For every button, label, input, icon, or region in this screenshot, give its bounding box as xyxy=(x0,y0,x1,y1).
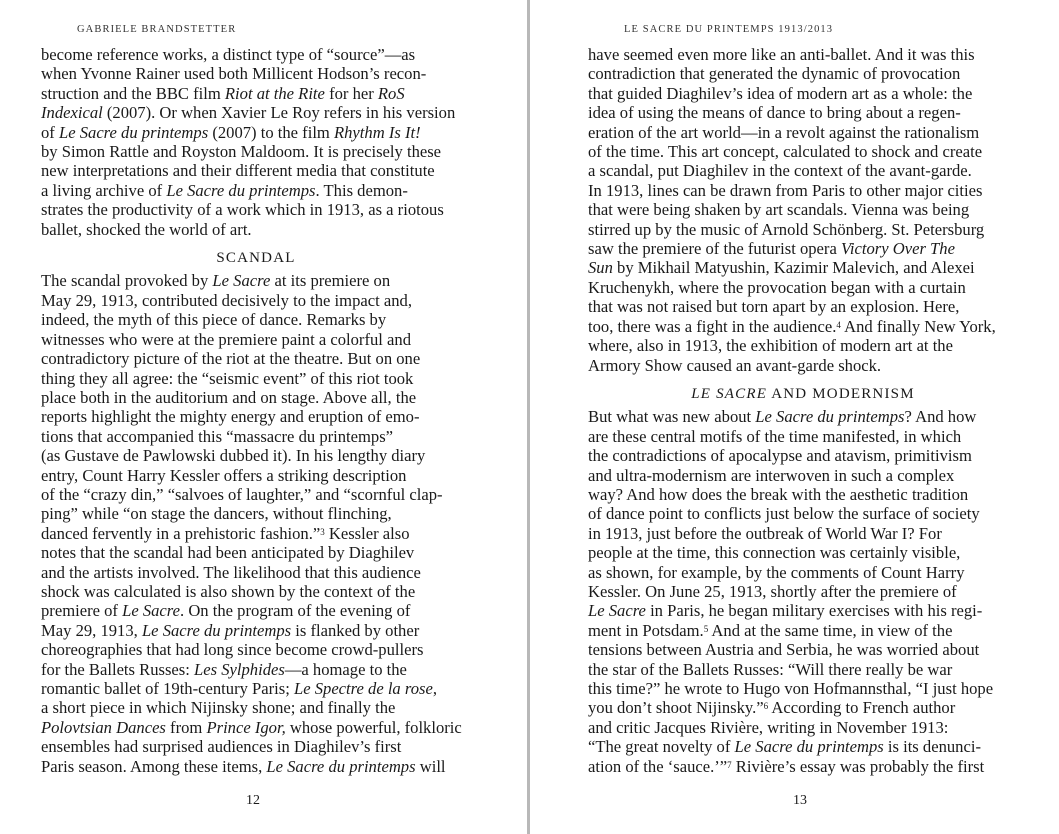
text-line xyxy=(588,64,1018,83)
text-run: people at the time, this connection was certainly visible, xyxy=(588,543,961,563)
text-run: —a homage to the xyxy=(284,659,407,679)
italic-text: Le Sacre xyxy=(122,601,181,621)
text-run: (2007) to the film xyxy=(208,122,334,142)
text-run: of the time. This art concept, calculated to shock and create xyxy=(588,142,983,162)
text-run: and the artists involved. The likelihood that this audience xyxy=(41,562,421,582)
text-line xyxy=(588,621,1018,640)
text-run: you don’t shoot Nijinsky.” xyxy=(588,698,764,718)
text-run: (as Gustave de Pawlowski dubbed it). In his lengthy diary xyxy=(41,446,426,466)
left-page xyxy=(0,0,527,834)
text-line xyxy=(588,446,1018,465)
text-line xyxy=(588,524,1018,543)
italic-text: Les Sylphides xyxy=(194,659,285,679)
text-run: ensembles had surprised audiences in Diaghilev’s first xyxy=(41,737,402,757)
footnote-ref: 5 xyxy=(703,623,709,634)
text-run: In 1913, lines can be drawn from Paris to other major cities xyxy=(588,180,983,200)
heading-rest: AND MODERNISM xyxy=(767,385,915,402)
text-run: this time?” he wrote to Hugo von Hofmannsthal, “I just hope xyxy=(588,679,994,698)
text-run: of dance point to conflicts just below the surface of society xyxy=(588,504,980,524)
text-run: ? And how xyxy=(904,407,977,427)
text-line xyxy=(588,563,1018,582)
text-run: And at the same time, in view of the xyxy=(708,620,953,640)
text-line xyxy=(588,718,1018,737)
text-line xyxy=(41,543,471,562)
text-run: ping” while “on stage the dancers, without flinching, xyxy=(41,504,392,524)
text-line xyxy=(588,200,1018,219)
page-number: 13 xyxy=(793,793,807,808)
text-line xyxy=(41,271,471,290)
italic-text: Le Sacre xyxy=(588,601,646,621)
text-run: (2007). Or when Xavier Le Roy refers in his version xyxy=(102,103,456,123)
text-run: too, there was a fight in the audience. xyxy=(588,316,837,336)
text-run: by Simon Rattle and Royston Maldoom. It is precisely these xyxy=(41,142,442,162)
text-line xyxy=(588,737,1018,756)
text-line xyxy=(41,679,471,698)
text-run: eration of the art world—in a revolt against the rationalism xyxy=(588,122,980,142)
text-run: ation of the ‘sauce.’” xyxy=(588,756,728,776)
text-line xyxy=(588,407,1018,426)
footnote-ref: 7 xyxy=(727,759,732,770)
text-line xyxy=(41,757,471,776)
text-run: will xyxy=(415,756,446,776)
text-run: of the “crazy din,” “salvoes of laughter,” and “scornful clap- xyxy=(41,484,443,504)
text-line xyxy=(588,660,1018,679)
text-line xyxy=(41,369,471,388)
text-line xyxy=(588,161,1018,180)
text-run: where, also in 1913, the exhibition of modern art at the xyxy=(588,336,953,356)
paragraph xyxy=(588,407,1018,776)
italic-text: Le Spectre de la rose xyxy=(293,679,433,698)
text-line xyxy=(41,524,471,543)
text-run: Armory Show caused an avant-garde shock. xyxy=(588,355,882,375)
italic-text: Le Sacre du printemps xyxy=(58,122,209,142)
text-line xyxy=(588,181,1018,200)
text-line xyxy=(588,297,1018,316)
text-line xyxy=(41,310,471,329)
text-run: for the Ballets Russes: xyxy=(41,659,195,679)
text-run: idea of using the means of dance to bring about a regen- xyxy=(588,103,961,123)
text-line xyxy=(41,407,471,426)
text-run: new interpretations and their different media that constitute xyxy=(41,161,435,181)
text-run: tensions between Austria and Serbia, he was worried about xyxy=(588,640,980,660)
text-run: May 29, 1913, contributed decisively to the impact and, xyxy=(41,290,412,310)
text-line xyxy=(41,103,471,122)
text-run: that were being shaken by art scandals. Vienna was being xyxy=(588,200,970,220)
italic-text: Polovtsian Dances xyxy=(41,717,166,737)
text-run: struction and the BBC film xyxy=(41,83,225,103)
text-run: reports highlight the mighty energy and eruption of emo- xyxy=(41,407,420,427)
text-line xyxy=(41,200,471,219)
text-run: contradictory picture of the riot at the theatre. But on one xyxy=(41,349,421,369)
paragraph xyxy=(41,271,471,776)
text-line xyxy=(588,601,1018,620)
running-head-author: GABRIELE BRANDSTETTER xyxy=(77,24,237,35)
italic-text: Le Sacre xyxy=(212,271,271,291)
text-run: a short piece in which Nijinsky shone; and finally the xyxy=(41,698,396,718)
text-run: tions that accompanied this “massacre du printemps” xyxy=(41,426,394,446)
text-line xyxy=(41,621,471,640)
text-line xyxy=(588,278,1018,297)
text-line xyxy=(41,466,471,485)
text-run: at its premiere on xyxy=(270,271,391,291)
text-run: and critic Jacques Rivière, writing in November 1913: xyxy=(588,717,949,737)
text-run: , xyxy=(432,679,437,698)
text-run: when Yvonne Rainer used both Millicent Hodson’s recon- xyxy=(41,64,427,84)
right-body-text xyxy=(588,45,1018,776)
text-line xyxy=(41,161,471,180)
text-run: stirred up by the music of Arnold Schönberg. St. Petersburg xyxy=(588,219,985,239)
text-line xyxy=(41,330,471,349)
text-line xyxy=(41,718,471,737)
text-run: And finally New York, xyxy=(840,316,996,336)
text-run: . This demon- xyxy=(315,180,408,200)
text-run: May 29, 1913, xyxy=(41,620,142,640)
text-line xyxy=(588,123,1018,142)
left-body-text xyxy=(41,45,471,776)
italic-text: Rhythm Is It! xyxy=(334,122,421,142)
italic-text: Le Sacre du printemps xyxy=(755,407,905,427)
text-line xyxy=(588,142,1018,161)
text-run: by Mikhail Matyushin, Kazimir Malevich, and Alexei xyxy=(612,258,975,278)
text-run: strates the productivity of a work which in 1913, as a riotous xyxy=(41,200,444,220)
text-run: become reference works, a distinct type of “source”—as xyxy=(41,45,416,64)
text-run: Paris season. Among these items, xyxy=(41,756,267,776)
paragraph xyxy=(41,45,471,239)
text-line xyxy=(588,317,1018,336)
text-line xyxy=(588,427,1018,446)
right-page xyxy=(531,0,1059,834)
page-number: 12 xyxy=(246,793,260,808)
text-run: . On the program of the evening of xyxy=(180,601,411,621)
text-line xyxy=(41,582,471,601)
text-line xyxy=(588,84,1018,103)
text-run: from xyxy=(165,717,207,737)
text-run: contradiction that generated the dynamic of provocation xyxy=(588,64,961,84)
text-run: the star of the Ballets Russes: “Will there really be war xyxy=(588,659,953,679)
italic-text: Prince Igor, xyxy=(206,717,286,737)
text-run: have seemed even more like an anti-ballet. And it was this xyxy=(588,45,975,64)
text-line xyxy=(588,698,1018,717)
text-run: premiere of xyxy=(41,601,123,621)
footnote-ref: 4 xyxy=(836,319,841,330)
text-line xyxy=(588,336,1018,355)
text-run: that was not raised but torn apart by an explosion. Here, xyxy=(588,297,960,317)
text-run: a scandal, put Diaghilev in the context of the avant-garde. xyxy=(588,161,972,181)
text-line xyxy=(41,84,471,103)
text-line xyxy=(588,45,1018,64)
text-run: entry, Count Harry Kessler offers a striking description xyxy=(41,465,407,485)
text-run: as shown, for example, by the comments of Count Harry xyxy=(588,562,965,582)
text-run: in 1913, just before the outbreak of World War I? For xyxy=(588,523,942,543)
running-head-title: LE SACRE DU PRINTEMPS 1913/2013 xyxy=(624,24,834,35)
footnote-ref: 3 xyxy=(320,526,325,537)
text-line xyxy=(41,388,471,407)
footnote-ref: 6 xyxy=(763,701,769,712)
text-line xyxy=(588,258,1018,277)
italic-text: Le Sacre du printemps xyxy=(141,620,292,640)
text-run: ballet, shocked the world of art. xyxy=(41,219,252,239)
text-run: whose powerful, folkloric xyxy=(285,717,462,737)
text-line xyxy=(588,582,1018,601)
text-run: “The great novelty of xyxy=(588,737,735,757)
text-run: thing they all agree: the “seismic event” of this riot took xyxy=(41,368,414,388)
book-gutter xyxy=(527,0,530,834)
text-run: According to French author xyxy=(768,698,956,718)
text-line xyxy=(588,220,1018,239)
text-line xyxy=(41,181,471,200)
text-line xyxy=(41,485,471,504)
text-line xyxy=(41,504,471,523)
paragraph xyxy=(588,45,1018,375)
text-line xyxy=(41,142,471,161)
text-run: Kessler. On June 25, 1913, shortly after the premiere of xyxy=(588,581,957,601)
italic-text: RoS xyxy=(377,83,405,103)
text-line xyxy=(41,45,471,64)
text-run: The scandal provoked by xyxy=(41,271,213,291)
text-run: shock was calculated is also shown by the context of the xyxy=(41,581,416,601)
text-line xyxy=(41,660,471,679)
text-run: Kruchenykh, where the provocation began with a curtain xyxy=(588,277,966,297)
italic-text: Riot at the Rite xyxy=(224,83,325,103)
text-run: is flanked by other xyxy=(291,620,420,640)
text-line xyxy=(41,698,471,717)
text-run: for her xyxy=(324,83,378,103)
text-run: the contradictions of apocalypse and atavism, primitivism xyxy=(588,446,972,466)
text-line xyxy=(588,504,1018,523)
text-run: Kessler also xyxy=(324,523,410,543)
italic-text: Le Sacre du printemps xyxy=(734,737,884,757)
italic-text: Victory Over The xyxy=(840,239,955,259)
text-line xyxy=(588,466,1018,485)
text-run: is its denunci- xyxy=(883,737,981,757)
text-line xyxy=(41,64,471,83)
text-line xyxy=(588,640,1018,659)
text-run: in Paris, he began military exercises with his regi- xyxy=(645,601,983,621)
section-heading-modernism xyxy=(588,385,1018,404)
italic-text: Le Sacre du printemps xyxy=(266,756,416,776)
text-run: place both in the auditorium and on stage. Above all, the xyxy=(41,387,417,407)
text-line xyxy=(41,291,471,310)
section-heading-scandal: SCANDAL xyxy=(216,250,296,267)
text-run: that guided Diaghilev’s idea of modern art as a whole: the xyxy=(588,83,973,103)
text-line xyxy=(41,123,471,142)
text-run: Rivière’s essay was probably the first xyxy=(731,756,985,776)
italic-text: Sun xyxy=(588,258,613,278)
text-run: But what was new about xyxy=(588,407,756,427)
text-run: witnesses who were at the premiere paint a colorful and xyxy=(41,329,411,349)
text-line xyxy=(41,563,471,582)
text-line xyxy=(588,356,1018,375)
text-line xyxy=(41,427,471,446)
text-run: way? And how does the break with the aesthetic tradition xyxy=(588,484,969,504)
text-line xyxy=(588,485,1018,504)
text-line xyxy=(588,103,1018,122)
text-line xyxy=(588,679,1018,698)
text-line xyxy=(41,446,471,465)
italic-text: Le Sacre du printemps xyxy=(166,180,316,200)
text-run: romantic ballet of 19th-century Paris; xyxy=(41,679,294,698)
heading-italic-part: LE SACRE xyxy=(691,385,768,402)
text-run: notes that the scandal had been anticipated by Diaghilev xyxy=(41,543,415,563)
text-run: saw the premiere of the futurist opera xyxy=(588,239,841,259)
text-line xyxy=(41,640,471,659)
text-line xyxy=(588,239,1018,258)
text-run: and ultra-modernism are interwoven in such a complex xyxy=(588,465,955,485)
text-line xyxy=(41,349,471,368)
text-run: choreographies that had long since become crowd-pullers xyxy=(41,640,424,660)
text-line xyxy=(41,601,471,620)
text-line xyxy=(588,543,1018,562)
text-run: of xyxy=(41,122,59,142)
text-run: a living archive of xyxy=(41,180,167,200)
text-line xyxy=(588,757,1018,776)
text-run: ment in Potsdam. xyxy=(588,620,704,640)
text-line xyxy=(41,737,471,756)
text-line xyxy=(41,220,471,239)
text-run: indeed, the myth of this piece of dance. Remarks by xyxy=(41,310,387,330)
text-run: danced fervently in a prehistoric fashion.” xyxy=(41,523,321,543)
italic-text: Indexical xyxy=(41,103,103,123)
text-run: are these central motifs of the time manifested, in which xyxy=(588,426,962,446)
